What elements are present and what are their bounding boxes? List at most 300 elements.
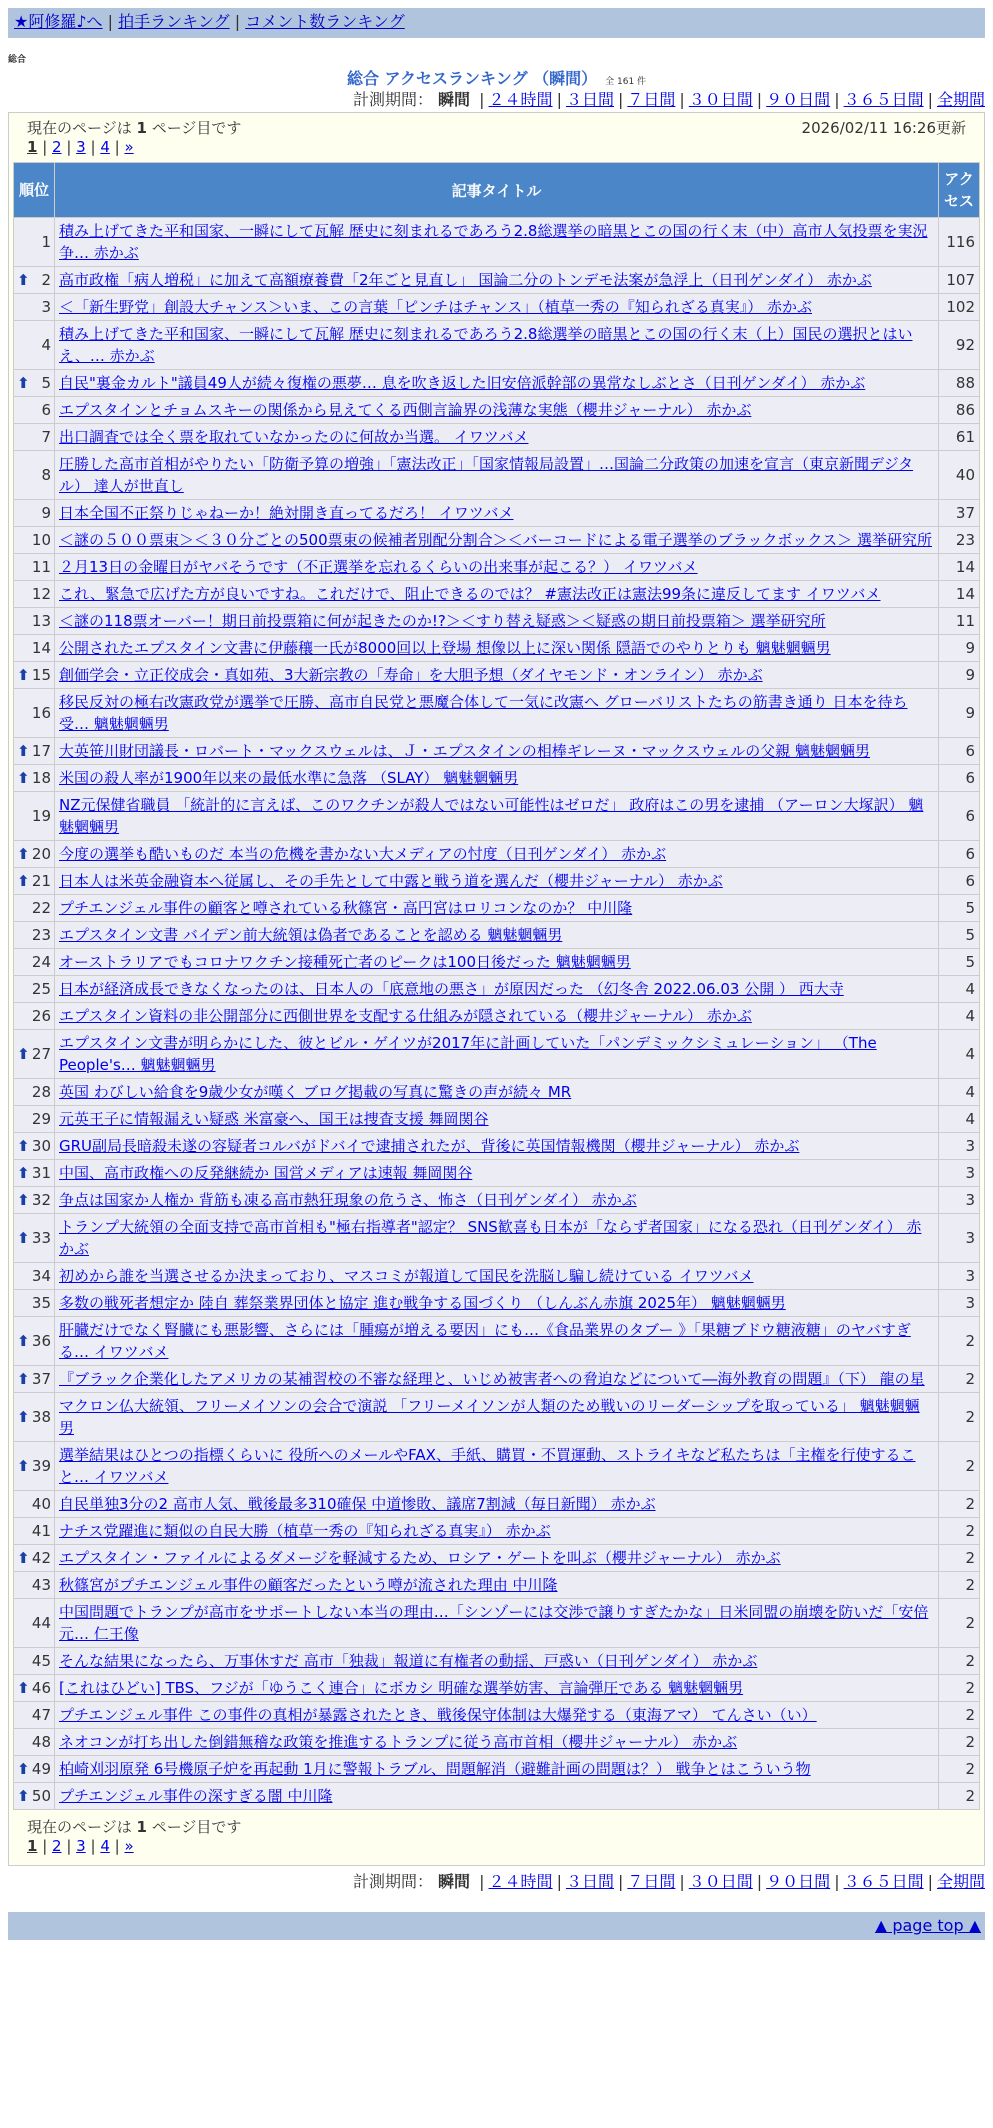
ranking-table — [13, 162, 980, 1810]
access-count: 3 — [939, 1133, 980, 1160]
rank-number: 1 — [41, 233, 51, 251]
article-link[interactable]: ナチス党躍進に類似の自民大勝（植草一秀の『知られざる真実』） 赤かぶ — [59, 1522, 551, 1540]
rank-cell — [14, 1187, 55, 1214]
access-count: 5 — [939, 922, 980, 949]
period-link[interactable]: ３０日間 — [688, 90, 753, 109]
rank-number: 26 — [31, 1007, 51, 1025]
rank-cell — [14, 1160, 55, 1187]
rank-cell — [14, 841, 55, 868]
article-link[interactable]: ２月13日の金曜日がヤバそうです（不正選挙を忘れるくらいの出来事が起こる？） イワツバメ — [59, 558, 698, 576]
rank-up-arrow-icon: ⬆ — [17, 1229, 30, 1247]
title-cell — [55, 949, 939, 976]
article-link[interactable]: 創価学会・立正佼成会・真如苑、3大新宗教の「寿命」を大胆予想（ダイヤモンド・オンライン） 赤かぶ — [59, 666, 763, 684]
title-cell — [55, 1599, 939, 1648]
period-label: 計測期間： — [352, 90, 433, 109]
rank-number: 12 — [31, 585, 51, 603]
table-row — [14, 527, 980, 554]
article-link[interactable]: 争点は国家か人権か 背筋も凍る高市熱狂現象の危うさ、怖さ（日刊ゲンダイ） 赤かぶ — [59, 1191, 637, 1209]
table-row — [14, 1317, 980, 1366]
access-count: 2 — [939, 1702, 980, 1729]
period-separator: | — [617, 1872, 624, 1891]
rank-cell — [14, 1214, 55, 1263]
pager-top — [13, 138, 980, 162]
rank-cell — [14, 738, 55, 765]
pager-separator: | — [109, 1837, 125, 1855]
table-row — [14, 1187, 980, 1214]
rank-number: 4 — [41, 336, 51, 354]
access-count: 9 — [939, 689, 980, 738]
rank-up-arrow-icon: ⬆ — [17, 742, 30, 760]
access-count: 88 — [939, 370, 980, 397]
title-cell — [55, 500, 939, 527]
article-link[interactable]: ＜「新生野党」創設大チャンス＞いま、この言葉「ピンチはチャンス」（植草一秀の『知られざる真実』） 赤かぶ — [59, 298, 812, 316]
access-count: 3 — [939, 1160, 980, 1187]
rank-number: 46 — [31, 1679, 51, 1697]
rank-cell — [14, 1290, 55, 1317]
table-row — [14, 1702, 980, 1729]
rank-up-arrow-icon: ⬆ — [17, 374, 30, 392]
rank-cell — [14, 1393, 55, 1442]
article-link[interactable]: 高市政権「病人増税」に加えて高額療養費「2年ごと見直し」 国論二分のトンデモ法案が急浮上（日刊ゲンダイ） 赤かぶ — [59, 271, 872, 289]
title-cell — [55, 1079, 939, 1106]
article-link[interactable]: 出口調査では全く票を取れていなかったのに何故か当選。 イワツバメ — [59, 428, 529, 446]
article-link[interactable]: 中国、高市政権への反発継続か 国営メディアは速報 舞岡関谷 — [59, 1164, 473, 1182]
period-separator: | — [927, 1872, 933, 1891]
article-link[interactable]: ＜謎の118票オーバー！期日前投票箱に何が起きたのか!?＞＜すり替え疑惑＞＜疑惑の期日前投票箱＞ 選挙研究所 — [59, 612, 826, 630]
article-link[interactable]: 日本が経済成長できなくなったのは、日本人の「底意地の悪さ」が原因だった （幻冬舎 2022.06.03 公開 ） 西大寺 — [59, 980, 844, 998]
rank-number: 32 — [31, 1191, 51, 1209]
access-count: 2 — [939, 1599, 980, 1648]
rank-number: 19 — [31, 807, 51, 825]
access-count: 3 — [939, 1290, 980, 1317]
table-row — [14, 1366, 980, 1393]
article-link[interactable]: エプスタイン文書 バイデン前大統領は偽者であることを認める 魑魅魍魎男 — [59, 926, 563, 944]
article-link[interactable]: エプスタイン資料の非公開部分に西側世界を支配する仕組みが隠されている（櫻井ジャーナル） 赤かぶ — [59, 1007, 752, 1025]
access-count: 86 — [939, 397, 980, 424]
rank-up-arrow-icon: ⬆ — [17, 1457, 30, 1475]
page-top-link[interactable]: ▲ page top ▲ — [874, 1916, 981, 1935]
title-cell — [55, 1756, 939, 1783]
rank-cell — [14, 1491, 55, 1518]
rank-up-arrow-icon: ⬆ — [17, 1332, 30, 1350]
pager-separator: | — [85, 1837, 101, 1855]
access-count: 14 — [939, 554, 980, 581]
rank-cell — [14, 608, 55, 635]
col-count-header: アクセス — [939, 163, 980, 218]
table-row — [14, 321, 980, 370]
rank-up-arrow-icon: ⬆ — [17, 271, 30, 289]
period-link[interactable]: ７日間 — [627, 90, 676, 109]
rank-number: 31 — [31, 1164, 51, 1182]
article-link[interactable]: 秋篠宮がプチエンジェル事件の顧客だったという噂が流された理由 中川隆 — [59, 1576, 558, 1594]
rank-up-arrow-icon: ⬆ — [17, 1408, 30, 1426]
access-count: 116 — [939, 218, 980, 267]
article-link[interactable]: 自民単独3分の2 高市人気、戦後最多310確保 中道惨敗、議席7割減（毎日新聞） 赤かぶ — [59, 1495, 656, 1513]
pager-link[interactable]: 2 — [52, 1837, 62, 1855]
access-count: 4 — [939, 1106, 980, 1133]
period-separator: | — [679, 1872, 685, 1891]
article-link[interactable]: オーストラリアでもコロナワクチン接種死亡者のピークは100日後だった 魑魅魍魎男 — [59, 953, 631, 971]
article-link[interactable]: 多数の戦死者想定か 陸自 葬祭業界団体と協定 進む戦争する国づくり （しんぶん赤旗 2025年） 魑魅魍魎男 — [59, 1294, 786, 1312]
access-count: 6 — [939, 765, 980, 792]
pager-separator: | — [61, 138, 77, 156]
updated-time: 2026/02/11 16:26更新 — [801, 119, 966, 137]
rank-cell — [14, 267, 55, 294]
period-link[interactable]: 全期間 — [936, 1872, 985, 1891]
table-row — [14, 370, 980, 397]
rank-number: 43 — [31, 1576, 51, 1594]
table-row — [14, 738, 980, 765]
table-row — [14, 397, 980, 424]
period-separator: | — [756, 90, 763, 109]
title-cell — [55, 1003, 939, 1030]
rank-cell — [14, 1003, 55, 1030]
table-row — [14, 1545, 980, 1572]
access-count: 37 — [939, 500, 980, 527]
title-cell — [55, 1214, 939, 1263]
article-link[interactable]: これ、緊急で広げた方が良いですね。これだけで、阻止できるのでは？ #憲法改正は憲法99条に違反してます イワツバメ — [59, 585, 881, 603]
access-count: 2 — [939, 1317, 980, 1366]
rank-number: 41 — [31, 1522, 51, 1540]
rank-number: 18 — [31, 769, 51, 787]
article-link[interactable]: プチエンジェル事件の深すぎる闇 中川隆 — [59, 1787, 333, 1805]
rank-cell — [14, 1030, 55, 1079]
title-cell — [55, 1572, 939, 1599]
period-separator: | — [679, 90, 685, 109]
rank-number: 25 — [31, 980, 51, 998]
rank-up-arrow-icon: ⬆ — [17, 666, 30, 684]
rank-cell — [14, 581, 55, 608]
pager-bottom — [13, 1837, 980, 1861]
title-cell — [55, 581, 939, 608]
rank-number: 39 — [31, 1457, 51, 1475]
rank-number: 33 — [31, 1229, 51, 1247]
title-cell — [55, 1545, 939, 1572]
pager-link[interactable]: 4 — [100, 1837, 110, 1855]
rank-cell — [14, 1675, 55, 1702]
article-link[interactable]: 今度の選挙も酷いものだ 本当の危機を書かない大メディアの忖度（日刊ゲンダイ） 赤かぶ — [59, 845, 667, 863]
clap-ranking-link[interactable]: 拍手ランキング — [118, 12, 230, 31]
article-link[interactable]: 中国問題でトランプが高市をサポートしない本当の理由…「シンゾーには交渉で譲りすぎたかな」日米同盟の崩壊を防いだ「安倍元… 仁王像 — [59, 1603, 929, 1643]
period-current: 瞬間 — [438, 90, 471, 109]
access-count: 6 — [939, 792, 980, 841]
table-row — [14, 689, 980, 738]
pager-current: 1 — [27, 138, 38, 156]
table-row — [14, 500, 980, 527]
title-cell — [55, 689, 939, 738]
period-link[interactable]: ７日間 — [627, 1872, 676, 1891]
pager-separator: | — [61, 1837, 77, 1855]
rank-cell — [14, 424, 55, 451]
rank-number: 23 — [31, 926, 51, 944]
title-cell — [55, 1393, 939, 1442]
title-cell — [55, 1675, 939, 1702]
table-row — [14, 1729, 980, 1756]
title-cell — [55, 424, 939, 451]
period-separator: | — [479, 1872, 485, 1891]
title-cell — [55, 841, 939, 868]
title-cell — [55, 1783, 939, 1810]
rank-number: 13 — [31, 612, 51, 630]
pager-link[interactable]: 3 — [76, 138, 86, 156]
rank-number: 2 — [41, 271, 51, 289]
period-separator: | — [834, 90, 840, 109]
access-count: 9 — [939, 635, 980, 662]
rank-number: 9 — [41, 504, 51, 522]
article-link[interactable]: トランプ大統領の全面支持で高市首相も"極右指導者"認定？ SNS歓喜も日本が「ならず者国家」になる恐れ（日刊ゲンダイ） 赤かぶ — [59, 1218, 922, 1258]
rank-cell — [14, 792, 55, 841]
page-info-bottom — [13, 1814, 980, 1837]
col-rank-header: 順位 — [14, 163, 55, 218]
pager-next-link[interactable]: » — [124, 138, 134, 156]
article-link[interactable]: 肝臓だけでなく腎臓にも悪影響、さらには「腫瘍が増える要因」にも…《食品業界のタブー 》「果糖ブドウ糖液糖」のヤバすぎる… イワツバメ — [59, 1321, 911, 1361]
col-title-header: 記事タイトル — [55, 163, 939, 218]
rank-number: 7 — [41, 428, 51, 446]
table-row — [14, 1491, 980, 1518]
pager-separator: | — [85, 138, 101, 156]
rank-up-arrow-icon: ⬆ — [17, 1137, 30, 1155]
page-info-number: 1 — [136, 119, 147, 137]
rank-cell — [14, 1599, 55, 1648]
rank-cell — [14, 662, 55, 689]
table-row — [14, 1393, 980, 1442]
table-row — [14, 218, 980, 267]
title-cell — [55, 1160, 939, 1187]
rank-cell — [14, 868, 55, 895]
article-link[interactable]: 『ブラック企業化したアメリカの某補習校の不審な経理と、いじめ被害者への脅迫などについて―海外教育の問題』（下） 龍の星 — [59, 1370, 925, 1388]
rank-cell — [14, 1783, 55, 1810]
rank-cell — [14, 1317, 55, 1366]
nav-separator: | — [102, 12, 119, 31]
article-link[interactable]: 日本人は米英金融資本へ従属し、その手先として中露と戦う道を選んだ（櫻井ジャーナル） 赤かぶ — [59, 872, 723, 890]
period-link[interactable]: ３日間 — [565, 1872, 614, 1891]
access-count: 107 — [939, 267, 980, 294]
rank-number: 5 — [41, 374, 51, 392]
rank-cell — [14, 1366, 55, 1393]
period-link[interactable]: ９０日間 — [766, 90, 831, 109]
rank-cell — [14, 1702, 55, 1729]
access-count: 3 — [939, 1263, 980, 1290]
title-cell — [55, 976, 939, 1003]
pager-separator: | — [109, 138, 125, 156]
period-link[interactable]: ３０日間 — [688, 1872, 753, 1891]
title-cell — [55, 922, 939, 949]
article-link[interactable]: 初めから誰を当選させるか決まっており、マスコミが報道して国民を洗脳し騙し続けている イワツバメ — [59, 1267, 754, 1285]
rank-cell — [14, 527, 55, 554]
title-cell — [55, 1030, 939, 1079]
access-count: 2 — [939, 1442, 980, 1491]
rank-number: 14 — [31, 639, 51, 657]
access-count: 4 — [939, 1030, 980, 1079]
rank-number: 8 — [41, 466, 51, 484]
table-row — [14, 581, 980, 608]
title-cell — [55, 608, 939, 635]
article-link[interactable]: 英国 わびしい給食を9歳少女が嘆く ブログ掲載の写真に驚きの声が続々 MR — [59, 1083, 572, 1101]
rank-number: 24 — [31, 953, 51, 971]
rank-up-arrow-icon: ⬆ — [17, 769, 30, 787]
rank-number: 44 — [31, 1614, 51, 1632]
rank-number: 22 — [31, 899, 51, 917]
access-count: 9 — [939, 662, 980, 689]
page-info-suffix: ページ目です — [151, 1818, 242, 1836]
article-link[interactable]: 自民"裏金カルト"議員49人が続々復権の悪夢… 息を吹き返した旧安倍派幹部の異常なしぶとさ（日刊ゲンダイ） 赤かぶ — [59, 374, 866, 392]
rank-up-arrow-icon: ⬆ — [17, 1191, 30, 1209]
article-link[interactable]: [これはひどい] TBS、フジが「ゆうこく連合」にボカシ 明確な選挙妨害、言論弾圧である 魑魅魍魎男 — [59, 1679, 744, 1697]
article-link[interactable]: 積み上げてきた平和国家、一瞬にして瓦解 歴史に刻まれるであろう2.8総選挙の暗黒とこの国の行く末（上）国民の選択とはいえ、… 赤かぶ — [59, 325, 913, 365]
period-link[interactable]: ３６５日間 — [843, 1872, 924, 1891]
home-link[interactable]: ★阿修羅♪へ — [14, 12, 103, 31]
article-link[interactable]: 選挙結果はひとつの指標くらいに 役所へのメールやFAX、手紙、購買・不買運動、ストライキなど私たちは「主権を行使すること… イワツバメ — [59, 1446, 916, 1486]
article-link[interactable]: 元英王子に情報漏えい疑惑 米富豪へ、国王は捜査支援 舞岡関谷 — [59, 1110, 489, 1128]
period-selector-top — [8, 88, 985, 112]
title-cell — [55, 554, 939, 581]
article-link[interactable]: 柏崎刈羽原発 6号機原子炉を再起動 1月に警報トラブル、問題解消（避難計画の問題は？） 戦争とはこういう物 — [59, 1760, 811, 1778]
access-count: 4 — [939, 976, 980, 1003]
rank-number: 15 — [31, 666, 51, 684]
pager-next-link[interactable]: » — [124, 1837, 134, 1855]
period-link[interactable]: ３日間 — [565, 90, 614, 109]
page-title — [8, 66, 985, 88]
pager-current: 1 — [27, 1837, 38, 1855]
rank-up-arrow-icon: ⬆ — [17, 1045, 30, 1063]
pager-separator: | — [37, 1837, 53, 1855]
rank-cell — [14, 1756, 55, 1783]
rank-cell — [14, 397, 55, 424]
table-row — [14, 922, 980, 949]
rank-up-arrow-icon: ⬆ — [17, 1679, 30, 1697]
rank-cell — [14, 1572, 55, 1599]
table-row — [14, 1599, 980, 1648]
access-count: 4 — [939, 1003, 980, 1030]
rank-cell — [14, 321, 55, 370]
period-link[interactable]: ２４時間 — [488, 90, 553, 109]
rank-number: 42 — [31, 1549, 51, 1567]
access-count: 2 — [939, 1545, 980, 1572]
title-cell — [55, 868, 939, 895]
access-count: 3 — [939, 1187, 980, 1214]
rank-cell — [14, 554, 55, 581]
access-count: 92 — [939, 321, 980, 370]
table-row — [14, 841, 980, 868]
rank-number: 36 — [31, 1332, 51, 1350]
period-link[interactable]: ２４時間 — [488, 1872, 553, 1891]
rank-number: 17 — [31, 742, 51, 760]
table-row — [14, 1572, 980, 1599]
article-link[interactable]: エプスタイン・ファイルによるダメージを軽減するため、ロシア・ゲートを叫ぶ（櫻井ジャーナル） 赤かぶ — [59, 1549, 781, 1567]
article-link[interactable]: 圧勝した高市首相がやりたい「防衛予算の増強」「憲法改正」「国家情報局設置」…国論二分政策の加速を宣言（東京新聞デジタル） 達人が世直し — [59, 455, 914, 495]
page-info-suffix: ページ目です — [151, 119, 242, 137]
rank-cell — [14, 976, 55, 1003]
period-link[interactable]: ３６５日間 — [843, 90, 924, 109]
title-cell — [55, 662, 939, 689]
access-count: 2 — [939, 1648, 980, 1675]
pager-link[interactable]: 3 — [76, 1837, 86, 1855]
article-link[interactable]: GRU副局長暗殺未遂の容疑者コルバがドバイで逮捕されたが、背後に英国情報機関（櫻井ジャーナル） 赤かぶ — [59, 1137, 800, 1155]
comment-ranking-link[interactable]: コメント数ランキング — [245, 12, 405, 31]
rank-number: 28 — [31, 1083, 51, 1101]
article-link[interactable]: 大英笹川財団議長・ロバート・マックスウェルは、Ｊ・エプスタインの相棒ギレーヌ・マックスウェルの父親 魑魅魍魎男 — [59, 742, 871, 760]
access-count: 6 — [939, 868, 980, 895]
table-row — [14, 635, 980, 662]
rank-number: 48 — [31, 1733, 51, 1751]
table-row — [14, 765, 980, 792]
period-link[interactable]: ９０日間 — [766, 1872, 831, 1891]
article-link[interactable]: プチエンジェル事件の顧客と噂されている秋篠宮・高円宮はロリコンなのか？ 中川隆 — [59, 899, 633, 917]
rank-cell — [14, 451, 55, 500]
pager-link[interactable]: 4 — [100, 138, 110, 156]
article-link[interactable]: そんな結果になったら、万事休すだ 高市「独裁」報道に有権者の動揺、戸惑い（日刊ゲンダイ） 赤かぶ — [59, 1652, 758, 1670]
rank-cell — [14, 1442, 55, 1491]
rank-number: 16 — [31, 704, 51, 722]
rank-cell — [14, 765, 55, 792]
article-link[interactable]: ネオコンが打ち出した倒錯無稽な政策を推進するトランプに従う高市首相（櫻井ジャーナル） 赤かぶ — [59, 1733, 738, 1751]
article-link[interactable]: マクロン仏大統領、フリーメイソンの会合で演説 「フリーメイソンが人類のため戦いのリーダーシップを取っている」 魑魅魍魎男 — [59, 1397, 920, 1437]
access-count: 11 — [939, 608, 980, 635]
article-link[interactable]: エプスタインとチョムスキーの関係から見えてくる西側言論界の浅薄な実態（櫻井ジャーナル） 赤かぶ — [59, 401, 752, 419]
table-row — [14, 895, 980, 922]
article-link[interactable]: プチエンジェル事件 この事件の真相が暴露されたとき、戦後保守体制は大爆発する（東海アマ） てんさい（い） — [59, 1706, 817, 1724]
rank-cell — [14, 635, 55, 662]
rank-cell — [14, 500, 55, 527]
access-count: 2 — [939, 1783, 980, 1810]
page-info-prefix: 現在のページは — [27, 1818, 132, 1836]
period-separator: | — [834, 1872, 840, 1891]
rank-cell — [14, 1079, 55, 1106]
rank-number: 20 — [31, 845, 51, 863]
rank-cell — [14, 895, 55, 922]
table-row — [14, 1756, 980, 1783]
article-link[interactable]: 公開されたエプスタイン文書に伊藤穰一氏が8000回以上登場 想像以上に深い関係 隠語でのやりとりも 魑魅魍魎男 — [59, 639, 831, 657]
article-link[interactable]: エプスタイン文書が明らかにした、彼とビル・ゲイツが2017年に計画していた「パンデミックシミュレーション」 （The People's… 魑魅魍魎男 — [59, 1034, 877, 1074]
article-link[interactable]: NZ元保健省職員 「統計的に言えば、このワクチンが殺人ではない可能性はゼロだ」 政府はこの男を逮捕 （アーロン大塚訳） 魑魅魍魎男 — [59, 796, 924, 836]
access-count: 2 — [939, 1729, 980, 1756]
rank-number: 50 — [31, 1787, 51, 1805]
access-count: 40 — [939, 451, 980, 500]
rank-number: 34 — [31, 1267, 51, 1285]
rank-number: 37 — [31, 1370, 51, 1388]
article-link[interactable]: 積み上げてきた平和国家、一瞬にして瓦解 歴史に刻まれるであろう2.8総選挙の暗黒とこの国の行く末（中）高市人気投票を実況争… 赤かぶ — [59, 222, 928, 262]
rank-number: 38 — [31, 1408, 51, 1426]
article-link[interactable]: 移民反対の極右改憲政党が選挙で圧勝、高市自民党と悪魔合体して一気に改憲へ グローバリストたちの筋書き通り 日本を待ち受… 魑魅魍魎男 — [59, 693, 908, 733]
title-cell — [55, 635, 939, 662]
page-info — [13, 115, 980, 138]
rank-up-arrow-icon: ⬆ — [17, 1760, 30, 1778]
footer-bar — [8, 1912, 985, 1940]
article-link[interactable]: 米国の殺人率が1900年以来の最低水準に急落 （SLAY） 魑魅魍魎男 — [59, 769, 519, 787]
period-current: 瞬間 — [438, 1872, 471, 1891]
rank-cell — [14, 1263, 55, 1290]
article-link[interactable]: 日本全国不正祭りじゃねーか！絶対開き直ってるだろ！ イワツバメ — [59, 504, 514, 522]
period-link[interactable]: 全期間 — [936, 90, 985, 109]
rank-cell — [14, 949, 55, 976]
rank-cell — [14, 689, 55, 738]
title-cell — [55, 1106, 939, 1133]
rank-up-arrow-icon: ⬆ — [17, 1164, 30, 1182]
rank-cell — [14, 370, 55, 397]
title-cell — [55, 1648, 939, 1675]
table-row — [14, 424, 980, 451]
article-link[interactable]: ＜謎の５００票束＞＜３０分ごとの500票束の候補者別配分割合＞＜バーコードによる電子選挙のブラックボックス＞ 選挙研究所 — [59, 531, 932, 549]
ranking-title: 総合 アクセスランキング （瞬間） — [346, 69, 598, 88]
access-count: 4 — [939, 1079, 980, 1106]
table-row — [14, 1030, 980, 1079]
rank-number: 35 — [31, 1294, 51, 1312]
table-row — [14, 1133, 980, 1160]
title-cell — [55, 1702, 939, 1729]
pager-link[interactable]: 2 — [52, 138, 62, 156]
title-cell — [55, 1263, 939, 1290]
access-count: 2 — [939, 1675, 980, 1702]
